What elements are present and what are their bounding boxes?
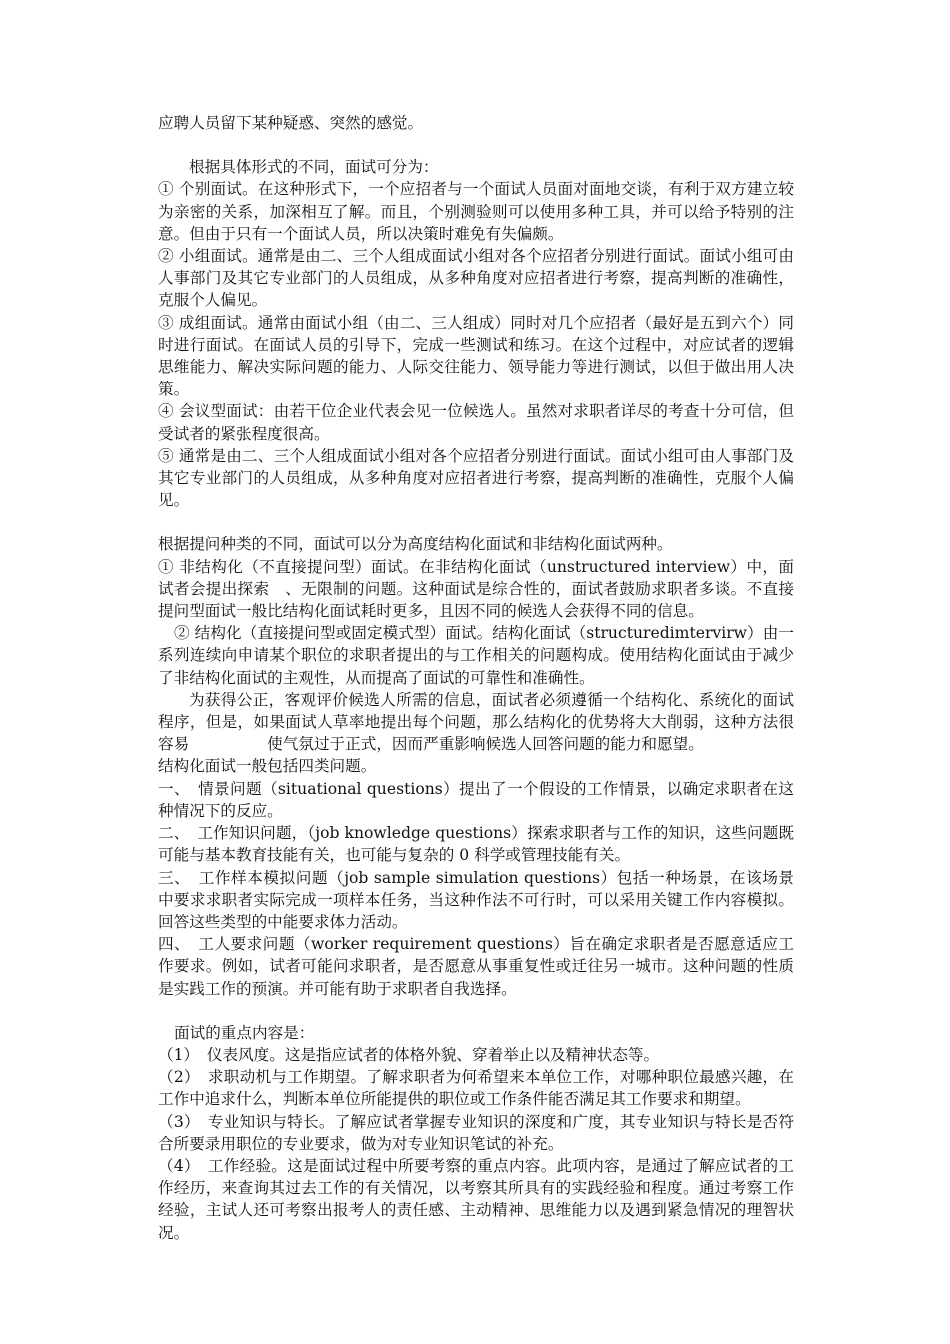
paragraph: ② 小组面试。通常是由二、三个人组成面试小组对各个应招者分别进行面试。面试小组可由人事部门及其它专业部门的人员组成，从多种角度对应招者进行考察，提高判断的准确性，克服个人偏见。 [158,247,794,310]
paragraph: ③ 成组面试。通常由面试小组（由二、三人组成）同时对几个应招者（最好是五到六个）同时进行面试。在面试人员的引导下，完成一些测试和练习。在这个过程中，对应试者的逻辑思维能力、解决实际问题的能力、人际交往能力、领导能力等进行测试，以但于做出用人决策。 [158,313,794,399]
paragraph: ① 个别面试。在这种形式下，一个应招者与一个面试人员面对面地交谈，有利于双方建立较为亲密的关系，加深相互了解。而且，个别测验则可以使用多种工具，并可以给予特别的注意。但由于只有一个面试人员，所以决策时难免有失偏颇。 [158,180,794,243]
paragraph: （1） 仪表风度。这是指应试者的体格外貌、穿着举止以及精神状态等。 [158,1045,660,1064]
paragraph: ⑤ 通常是由二、三个人组成面试小组对各个应招者分别进行面试。面试小组可由人事部门及其它专业部门的人员组成，从多种角度对应招者进行考察，提高判断的准确性，克服个人偏见。 [158,446,794,510]
paragraph: 结构化面试一般包括四类问题。 [158,757,377,776]
paragraph: 四、 工人要求问题（worker requirement questions）旨在确定求职者是否愿意适应工作要求。例如，试者可能问求职者，是否愿意从事重复性或迁往另一城市。这种问题的性质是实践工作的预演。并可能有助于求职者自我选择。 [158,935,794,998]
paragraph: ① 非结构化（不直接提问型）面试。在非结构化面试（unstructured interview）中，面试者会提出探索 、无限制的问题。这种面试是综合性的，面试者鼓励求职者多谈。不直接提问型面试一般比结构化面试耗时更多，且因不同的候选人会获得不同的信息。 [158,557,794,621]
paragraph: （3） 专业知识与特长。了解应试者掌握专业知识的深度和广度，其专业知识与特长是否符合所要录用职位的专业要求，做为对专业知识笔试的补充。 [158,1112,794,1153]
paragraph: 根据提问种类的不同，面试可以分为高度结构化面试和非结构化面试两种。 [158,535,673,554]
paragraph-gap [158,134,794,156]
paragraph: 应聘人员留下某种疑惑、突然的感觉。 [158,114,424,132]
paragraph: 面试的重点内容是： [174,1023,315,1042]
paragraph: ④ 会议型面试：由若干位企业代表会见一位候选人。虽然对求职者详尽的考查十分可信，但受试者的紧张程度很高。 [158,402,794,443]
paragraph: 为获得公正，客观评价候选人所需的信息，面试者必须遵循一个结构化、系统化的面试程序，但是，如果面试人草率地提出每个问题，那么结构化的优势将大大削弱，这种方法很容易 使气氛过于正式，因而严重影响候选人回答问题的能力和愿望。 [158,690,794,754]
paragraph: 一、 情景问题（situational questions）提出了一个假设的工作情景，以确定求职者在这种情况下的反应。 [158,779,794,820]
paragraph: （2） 求职动机与工作期望。了解求职者为何希望来本单位工作，对哪种职位最感兴趣，在工作中追求什么，判断本单位所能提供的职位或工作条件能否满足其工作要求和期望。 [158,1068,794,1109]
paragraph-gap [158,511,794,533]
paragraph: 根据具体形式的不同，面试可分为： [189,158,439,177]
paragraph: 二、 工作知识问题，（job knowledge questions）探索求职者与工作的知识，这些问题既可能与基本教育技能有关，也可能与复杂的 0 科学或管理技能有关。 [158,824,794,865]
document-body [158,112,794,1244]
paragraph: ② 结构化（直接提问型或固定模式型）面试。结构化面试（structuredimtervirw）由一系列连续向申请某个职位的求职者提出的与工作相关的问题构成。使用结构化面试由于减少了非结构化面试的主观性，从而提高了面试的可靠性和准确性。 [158,624,794,687]
paragraph: （4） 工作经验。这是面试过程中所要考察的重点内容。此项内容，是通过了解应试者的工作经历，来查询其过去工作的有关情况，以考察其所具有的实践经验和程度。通过考察工作经验，主试人还可考察出报考人的责任感、主动精神、思维能力以及遇到紧急情况的理智状况。 [158,1156,794,1242]
paragraph-gap [158,1000,794,1022]
paragraph: 三、 工作样本模拟问题（job sample simulation questions）包括一种场景，在该场景中要求求职者实际完成一项样本任务，当这种作法不可行时，可以采用关键工作内容模拟。回答这些类型的中能要求体力活动。 [158,868,794,931]
